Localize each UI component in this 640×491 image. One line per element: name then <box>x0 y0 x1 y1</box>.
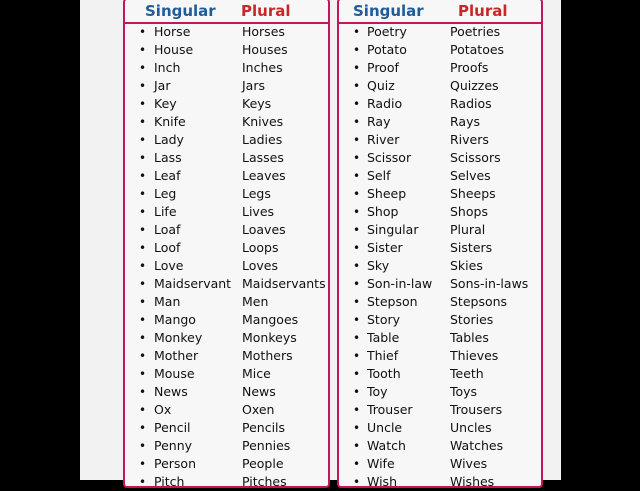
plural-word: Skies <box>450 258 483 273</box>
table-header <box>125 0 328 24</box>
plural-word: Legs <box>242 186 271 201</box>
singular-word: Loaf <box>154 222 181 237</box>
singular-word: Proof <box>367 60 399 75</box>
plural-word: People <box>242 456 284 471</box>
word-row <box>125 95 328 113</box>
singular-word: Son-in-law <box>367 276 433 291</box>
plural-word: Horses <box>242 24 285 39</box>
table-header <box>339 0 541 24</box>
plural-word: Sisters <box>450 240 493 255</box>
plural-word: Mangoes <box>242 312 299 327</box>
bullet-icon: • <box>139 97 147 111</box>
bullet-icon: • <box>139 403 147 417</box>
plural-word: Mice <box>242 366 271 381</box>
word-row <box>125 275 328 293</box>
plural-word: Toys <box>450 384 478 399</box>
plural-word: Quizzes <box>450 78 499 93</box>
plural-word: Shops <box>450 204 488 219</box>
singular-word: Mango <box>154 312 196 327</box>
plural-word: Mothers <box>242 348 293 363</box>
singular-word: House <box>154 42 194 57</box>
singular-word: Singular <box>367 222 419 237</box>
bullet-icon: • <box>353 79 361 93</box>
bullet-icon: • <box>139 475 147 489</box>
bullet-icon: • <box>353 61 361 75</box>
word-row <box>339 239 541 257</box>
bullet-icon: • <box>139 331 147 345</box>
singular-word: Leaf <box>154 168 181 183</box>
plural-word: Loaves <box>242 222 286 237</box>
bullet-icon: • <box>353 43 361 57</box>
bullet-icon: • <box>139 421 147 435</box>
singular-word: Monkey <box>154 330 203 345</box>
singular-word: Uncle <box>367 420 403 435</box>
bullet-icon: • <box>139 151 147 165</box>
singular-word: Sheep <box>367 186 407 201</box>
plural-header: Plural <box>241 2 291 20</box>
plural-word: Knives <box>242 114 284 129</box>
plural-word: Rivers <box>450 132 489 147</box>
singular-word: Maidservant <box>154 276 232 291</box>
bullet-icon: • <box>353 169 361 183</box>
word-row <box>339 311 541 329</box>
word-row <box>339 77 541 95</box>
plural-word: Pennies <box>242 438 291 453</box>
plural-word: Maidservants <box>242 276 326 291</box>
singular-word: Wife <box>367 456 395 471</box>
plural-word: Ladies <box>242 132 283 147</box>
bullet-icon: • <box>139 61 147 75</box>
word-row <box>339 365 541 383</box>
word-row <box>125 59 328 77</box>
word-row <box>339 221 541 239</box>
plural-word: Thieves <box>450 348 499 363</box>
singular-word: Horse <box>154 24 191 39</box>
singular-word: River <box>367 132 400 147</box>
singular-word: Sky <box>367 258 390 273</box>
word-row <box>125 221 328 239</box>
bullet-icon: • <box>353 313 361 327</box>
word-row <box>125 239 328 257</box>
singular-word: News <box>154 384 188 399</box>
plural-word: Wives <box>450 456 488 471</box>
word-row <box>125 419 328 437</box>
singular-word: Loof <box>154 240 181 255</box>
bullet-icon: • <box>353 421 361 435</box>
word-list-sheet <box>80 0 561 489</box>
word-rows <box>125 23 328 491</box>
plural-word: Loves <box>242 258 278 273</box>
bullet-icon: • <box>139 133 147 147</box>
singular-word: Pitch <box>154 474 185 489</box>
word-row <box>125 203 328 221</box>
bullet-icon: • <box>353 475 361 489</box>
plural-word: Jars <box>242 78 265 93</box>
singular-word: Lady <box>154 132 184 147</box>
word-table-right <box>337 0 543 488</box>
singular-word: Ray <box>367 114 391 129</box>
word-row <box>125 77 328 95</box>
plural-word: Trousers <box>450 402 503 417</box>
bullet-icon: • <box>139 349 147 363</box>
singular-word: Pencil <box>154 420 191 435</box>
word-row <box>125 401 328 419</box>
word-row <box>339 455 541 473</box>
plural-word: Keys <box>242 96 272 111</box>
singular-word: Trouser <box>367 402 413 417</box>
singular-word: Stepson <box>367 294 418 309</box>
word-row <box>339 473 541 491</box>
bullet-icon: • <box>139 277 147 291</box>
plural-word: Tables <box>450 330 489 345</box>
word-row <box>125 131 328 149</box>
bullet-icon: • <box>353 205 361 219</box>
bullet-icon: • <box>139 169 147 183</box>
singular-word: Tooth <box>367 366 401 381</box>
singular-word: Thief <box>367 348 399 363</box>
singular-word: Leg <box>154 186 177 201</box>
bullet-icon: • <box>353 97 361 111</box>
bullet-icon: • <box>353 277 361 291</box>
singular-word: Potato <box>367 42 407 57</box>
bullet-icon: • <box>353 403 361 417</box>
bullet-icon: • <box>353 187 361 201</box>
bullet-icon: • <box>139 439 147 453</box>
word-row <box>125 23 328 41</box>
bullet-icon: • <box>139 205 147 219</box>
singular-word: Mouse <box>154 366 195 381</box>
singular-word: Sister <box>367 240 403 255</box>
word-row <box>339 23 541 41</box>
bullet-icon: • <box>353 385 361 399</box>
word-row <box>125 455 328 473</box>
word-row <box>339 329 541 347</box>
singular-word: Poetry <box>367 24 407 39</box>
bullet-icon: • <box>353 259 361 273</box>
bullet-icon: • <box>353 133 361 147</box>
plural-word: Pitches <box>242 474 287 489</box>
plural-word: Houses <box>242 42 288 57</box>
singular-word: Inch <box>154 60 181 75</box>
plural-word: Wishes <box>450 474 495 489</box>
bullet-icon: • <box>139 115 147 129</box>
word-row <box>339 95 541 113</box>
word-row <box>339 401 541 419</box>
word-row <box>339 419 541 437</box>
plural-word: Sheeps <box>450 186 496 201</box>
plural-word: Men <box>242 294 269 309</box>
singular-word: Life <box>154 204 177 219</box>
bullet-icon: • <box>139 385 147 399</box>
bullet-icon: • <box>353 367 361 381</box>
word-row <box>125 257 328 275</box>
bullet-icon: • <box>353 457 361 471</box>
plural-word: Proofs <box>450 60 489 75</box>
singular-word: Ox <box>154 402 172 417</box>
plural-word: Lasses <box>242 150 284 165</box>
word-row <box>339 185 541 203</box>
plural-word: Oxen <box>242 402 275 417</box>
plural-word: Uncles <box>450 420 492 435</box>
word-table-left <box>123 0 330 488</box>
plural-word: Loops <box>242 240 279 255</box>
plural-word: Radios <box>450 96 492 111</box>
plural-word: Inches <box>242 60 283 75</box>
word-row <box>125 383 328 401</box>
plural-word: Stepsons <box>450 294 508 309</box>
bullet-icon: • <box>139 79 147 93</box>
word-row <box>125 473 328 491</box>
singular-word: Toy <box>367 384 388 399</box>
singular-word: Knife <box>154 114 186 129</box>
plural-word: Sons-in-laws <box>450 276 529 291</box>
bullet-icon: • <box>353 439 361 453</box>
plural-header: Plural <box>458 2 508 20</box>
word-rows <box>339 23 541 491</box>
word-row <box>339 257 541 275</box>
plural-word: Watches <box>450 438 504 453</box>
word-row <box>125 185 328 203</box>
word-row <box>125 365 328 383</box>
bullet-icon: • <box>139 25 147 39</box>
bullet-icon: • <box>139 313 147 327</box>
plural-word: Monkeys <box>242 330 297 345</box>
plural-word: News <box>242 384 276 399</box>
bullet-icon: • <box>139 367 147 381</box>
singular-word: Story <box>367 312 401 327</box>
word-row <box>339 131 541 149</box>
bullet-icon: • <box>139 223 147 237</box>
singular-word: Quiz <box>367 78 395 93</box>
bullet-icon: • <box>353 295 361 309</box>
bullet-icon: • <box>353 115 361 129</box>
word-row <box>125 347 328 365</box>
bullet-icon: • <box>139 457 147 471</box>
bullet-icon: • <box>353 241 361 255</box>
word-row <box>125 41 328 59</box>
word-row <box>125 113 328 131</box>
singular-header: Singular <box>145 2 216 20</box>
bullet-icon: • <box>139 295 147 309</box>
word-row <box>125 167 328 185</box>
word-row <box>339 203 541 221</box>
word-row <box>339 275 541 293</box>
word-row <box>125 329 328 347</box>
word-row <box>339 437 541 455</box>
bullet-icon: • <box>353 223 361 237</box>
singular-word: Key <box>154 96 177 111</box>
word-row <box>339 113 541 131</box>
singular-word: Table <box>367 330 400 345</box>
singular-word: Man <box>154 294 181 309</box>
singular-header: Singular <box>353 2 424 20</box>
singular-word: Lass <box>154 150 182 165</box>
word-row <box>339 383 541 401</box>
singular-word: Watch <box>367 438 406 453</box>
word-row <box>339 167 541 185</box>
plural-word: Pencils <box>242 420 286 435</box>
word-row <box>125 311 328 329</box>
singular-word: Jar <box>154 78 171 93</box>
singular-word: Person <box>154 456 197 471</box>
singular-word: Scissor <box>367 150 412 165</box>
plural-word: Poetries <box>450 24 501 39</box>
word-row <box>125 293 328 311</box>
singular-word: Radio <box>367 96 403 111</box>
bullet-icon: • <box>353 151 361 165</box>
bullet-icon: • <box>139 259 147 273</box>
bullet-icon: • <box>353 331 361 345</box>
singular-word: Mother <box>154 348 199 363</box>
word-row <box>339 149 541 167</box>
plural-word: Teeth <box>450 366 484 381</box>
plural-word: Potatoes <box>450 42 505 57</box>
bullet-icon: • <box>139 187 147 201</box>
singular-word: Love <box>154 258 184 273</box>
singular-word: Penny <box>154 438 193 453</box>
word-row <box>339 41 541 59</box>
plural-word: Lives <box>242 204 275 219</box>
singular-word: Shop <box>367 204 399 219</box>
plural-word: Leaves <box>242 168 286 183</box>
bullet-icon: • <box>139 241 147 255</box>
plural-word: Plural <box>450 222 486 237</box>
bullet-icon: • <box>353 349 361 363</box>
singular-word: Self <box>367 168 391 183</box>
singular-word: Wish <box>367 474 397 489</box>
plural-word: Selves <box>450 168 491 183</box>
plural-word: Scissors <box>450 150 501 165</box>
plural-word: Rays <box>450 114 480 129</box>
word-row <box>125 437 328 455</box>
word-row <box>339 347 541 365</box>
bullet-icon: • <box>139 43 147 57</box>
bullet-icon: • <box>353 25 361 39</box>
word-row <box>125 149 328 167</box>
word-row <box>339 293 541 311</box>
word-row <box>339 59 541 77</box>
plural-word: Stories <box>450 312 494 327</box>
